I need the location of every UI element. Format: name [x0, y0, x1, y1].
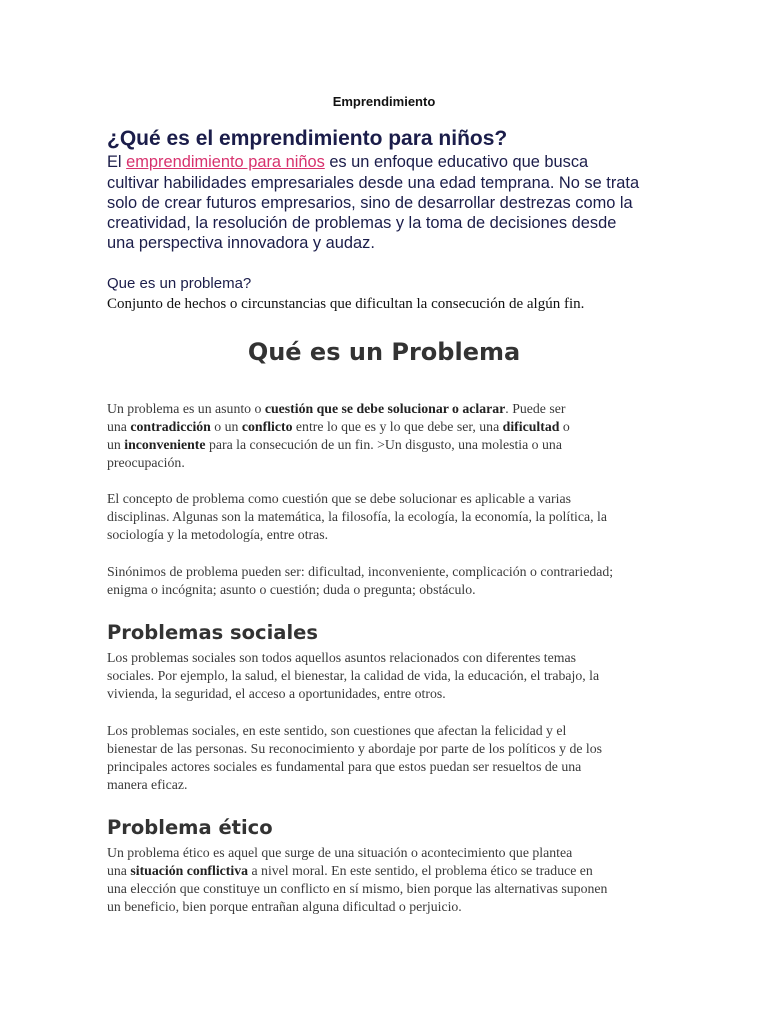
bold-text: conflicto	[241, 419, 293, 434]
body-line: Los problemas sociales son todos aquellos asuntos relacionados con diferentes temas	[107, 650, 576, 665]
text-span: El	[107, 153, 127, 171]
problema-title: Qué es un Problema	[247, 338, 521, 366]
text-span: o	[559, 419, 570, 434]
body-line: una elección que constituye un conflicto en sí mismo, bien porque las alternativas suponen	[107, 881, 608, 896]
body-line: El concepto de problema como cuestión que se debe solucionar es aplicable a varias	[107, 491, 571, 506]
text-span: para la consecución de un fin. >Un disgusto, una molestia o una	[205, 437, 562, 452]
problemas-sociales-heading: Problemas sociales	[107, 621, 318, 644]
body-line: disciplinas. Algunas son la matemática, la filosofía, la ecología, la economía, la política, la	[107, 509, 607, 524]
text-span: una	[107, 419, 131, 434]
emprendimiento-line: creatividad, la resolución de problemas y la toma de decisiones desde	[107, 214, 617, 232]
body-line: principales actores sociales es fundamental para que estos puedan ser resueltos de una	[107, 759, 582, 774]
body-line: un beneficio, bien porque entrañan alguna dificultad o perjuicio.	[107, 899, 462, 914]
text-span: Un problema es un asunto o	[107, 401, 265, 416]
body-line: bienestar de las personas. Su reconocimiento y abordaje por parte de los políticos y de los	[107, 741, 603, 756]
body-line: preocupación.	[107, 455, 185, 470]
bold-text: inconveniente	[124, 437, 206, 452]
text-span: . Puede ser	[505, 401, 566, 416]
emprendimiento-link[interactable]: emprendimiento para niños	[126, 153, 325, 171]
body-line: Un problema ético es aquel que surge de una situación o acontecimiento que plantea	[107, 845, 573, 860]
body-line: vivienda, la seguridad, el acceso a oportunidades, entre otros.	[107, 686, 446, 701]
emprendimiento-line: solo de crear futuros empresarios, sino de desarrollar destrezas como la	[107, 194, 633, 212]
body-line: enigma o incógnita; asunto o cuestión; duda o pregunta; obstáculo.	[107, 582, 476, 597]
body-line: manera eficaz.	[107, 777, 188, 792]
emprendimiento-heading: ¿Qué es el emprendimiento para niños?	[107, 127, 508, 150]
bold-text: cuestión que se debe solucionar o aclarar	[264, 401, 506, 416]
problema-etico-heading: Problema ético	[107, 816, 273, 839]
text-span: es un enfoque educativo que busca	[324, 153, 589, 171]
text-span: un	[107, 437, 125, 452]
text-span: una	[107, 863, 131, 878]
text-span: a nivel moral. En este sentido, el problema ético se traduce en	[248, 863, 593, 878]
emprendimiento-line: cultivar habilidades empresariales desde una edad temprana. No se trata	[107, 174, 640, 192]
body-line	[107, 400, 565, 418]
body-line	[107, 862, 593, 880]
emprendimiento-line: una perspectiva innovadora y audaz.	[107, 234, 375, 252]
body-line: Los problemas sociales, en este sentido, son cuestiones que afectan la felicidad y el	[107, 723, 567, 738]
emprendimiento-line	[107, 152, 588, 172]
bold-text: dificultad	[502, 419, 560, 434]
text-span: o un	[210, 419, 242, 434]
bold-text: situación conflictiva	[130, 863, 249, 878]
body-line: sociología y la metodología, entre otras.	[107, 527, 329, 542]
bold-text: contradicción	[130, 419, 211, 434]
text-span: entre lo que es y lo que debe ser, una	[292, 419, 503, 434]
body-line: sociales. Por ejemplo, la salud, el bienestar, la calidad de vida, la educación, el trabajo, la	[107, 668, 600, 683]
body-line: Sinónimos de problema pueden ser: dificultad, inconveniente, complicación o contrariedad;	[107, 564, 614, 579]
body-line	[107, 418, 570, 436]
question-definition: Conjunto de hechos o circunstancias que dificultan la consecución de algún fin.	[107, 296, 585, 312]
document-title: Emprendimiento	[332, 94, 436, 109]
question-heading: Que es un problema?	[107, 275, 252, 292]
body-line	[107, 436, 562, 454]
